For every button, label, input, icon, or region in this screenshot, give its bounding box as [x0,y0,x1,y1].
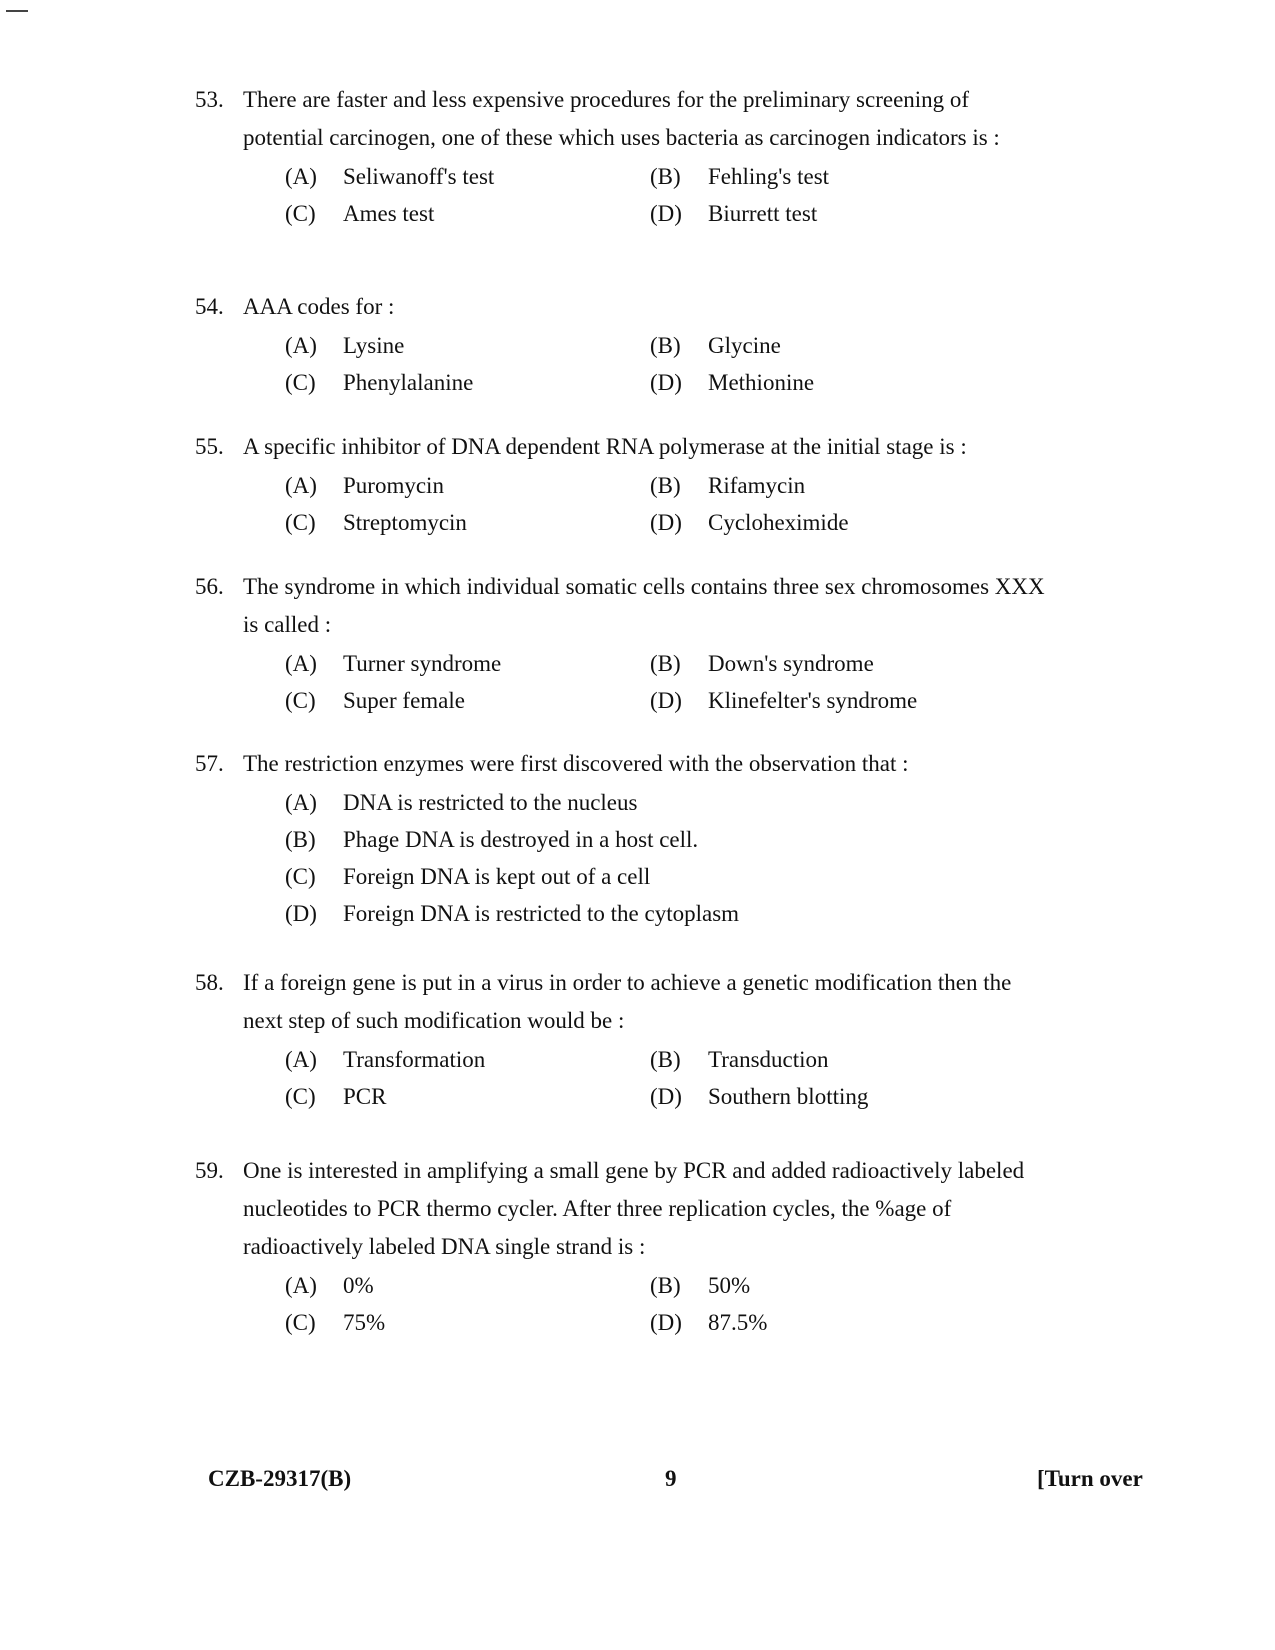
option-a: (A) Turner syndrome [285,650,502,676]
option-c: (C) Streptomycin [285,509,467,535]
option-a: (A) Lysine [285,332,405,358]
scan-mark [6,10,28,12]
options [285,645,1045,719]
question-text: AAA codes for : [243,294,395,319]
option-a: (A) Transformation [285,1046,486,1072]
options [285,1267,1045,1341]
options [285,1041,1045,1115]
question-59 [195,1152,1045,1341]
question-text: One is interested in amplifying a small gene by PCR and added radioactively labeled nucleotides to PCR thermo cycler. After three replication cycles, the %age of radioactively labeled DNA single strand is : [243,1158,1025,1259]
question-text: The restriction enzymes were first discovered with the observation that : [243,751,909,776]
question-number: 59. [195,1158,224,1183]
option-d: (D) 87.5% [650,1309,768,1335]
option-c: (C) Super female [285,687,465,713]
option-b: (B) Transduction [650,1046,829,1072]
option-a: (A) DNA is restricted to the nucleus [285,789,638,815]
option-d: (D) Methionine [650,369,815,395]
option-d: (D) Southern blotting [650,1083,869,1109]
option-b: (B) Phage DNA is destroyed in a host cell. [285,826,699,852]
option-b: (B) 50% [650,1272,751,1298]
option-b: (B) Down's syndrome [650,650,874,676]
question-number: 57. [195,751,224,776]
question-text: There are faster and less expensive procedures for the preliminary screening of potential carcinogen, one of these which uses bacteria as carcinogen indicators is : [243,87,1000,150]
options [285,327,1045,401]
option-a: (A) Puromycin [285,472,444,498]
option-d: (D) Cycloheximide [650,509,849,535]
option-d: (D) Foreign DNA is restricted to the cytoplasm [285,900,740,926]
option-a: (A) 0% [285,1272,374,1298]
question-number: 58. [195,970,224,995]
question-text: The syndrome in which individual somatic cells contains three sex chromosomes XXX is called : [243,574,1045,637]
option-d: (D) Biurrett test [650,200,818,226]
options [285,467,1045,541]
option-b: (B) Rifamycin [650,472,806,498]
paper-code: CZB-29317(B) [208,1466,352,1491]
option-a: (A) Seliwanoff's test [285,163,495,189]
question-58 [195,964,1045,1115]
option-b: (B) Glycine [650,332,781,358]
options [285,158,1045,232]
option-c: (C) Foreign DNA is kept out of a cell [285,863,651,889]
option-d: (D) Klinefelter's syndrome [650,687,918,713]
question-57 [195,745,1045,932]
option-b: (B) Fehling's test [650,163,830,189]
option-c: (C) 75% [285,1309,386,1335]
question-55 [195,428,1045,541]
question-56 [195,568,1045,719]
question-number: 54. [195,294,224,319]
option-c: (C) Ames test [285,200,435,226]
question-number: 53. [195,87,224,112]
turn-over-note: [Turn over [1037,1466,1143,1491]
question-54 [195,288,1045,401]
question-text: A specific inhibitor of DNA dependent RNA polymerase at the initial stage is : [243,434,967,459]
options [285,784,1045,932]
question-number: 56. [195,574,224,599]
option-c: (C) Phenylalanine [285,369,474,395]
option-c: (C) PCR [285,1083,387,1109]
page-number: 9 [665,1466,677,1491]
question-text: If a foreign gene is put in a virus in order to achieve a genetic modification then the next step of such modification would be : [243,970,1012,1033]
question-number: 55. [195,434,224,459]
question-53 [195,81,1045,232]
